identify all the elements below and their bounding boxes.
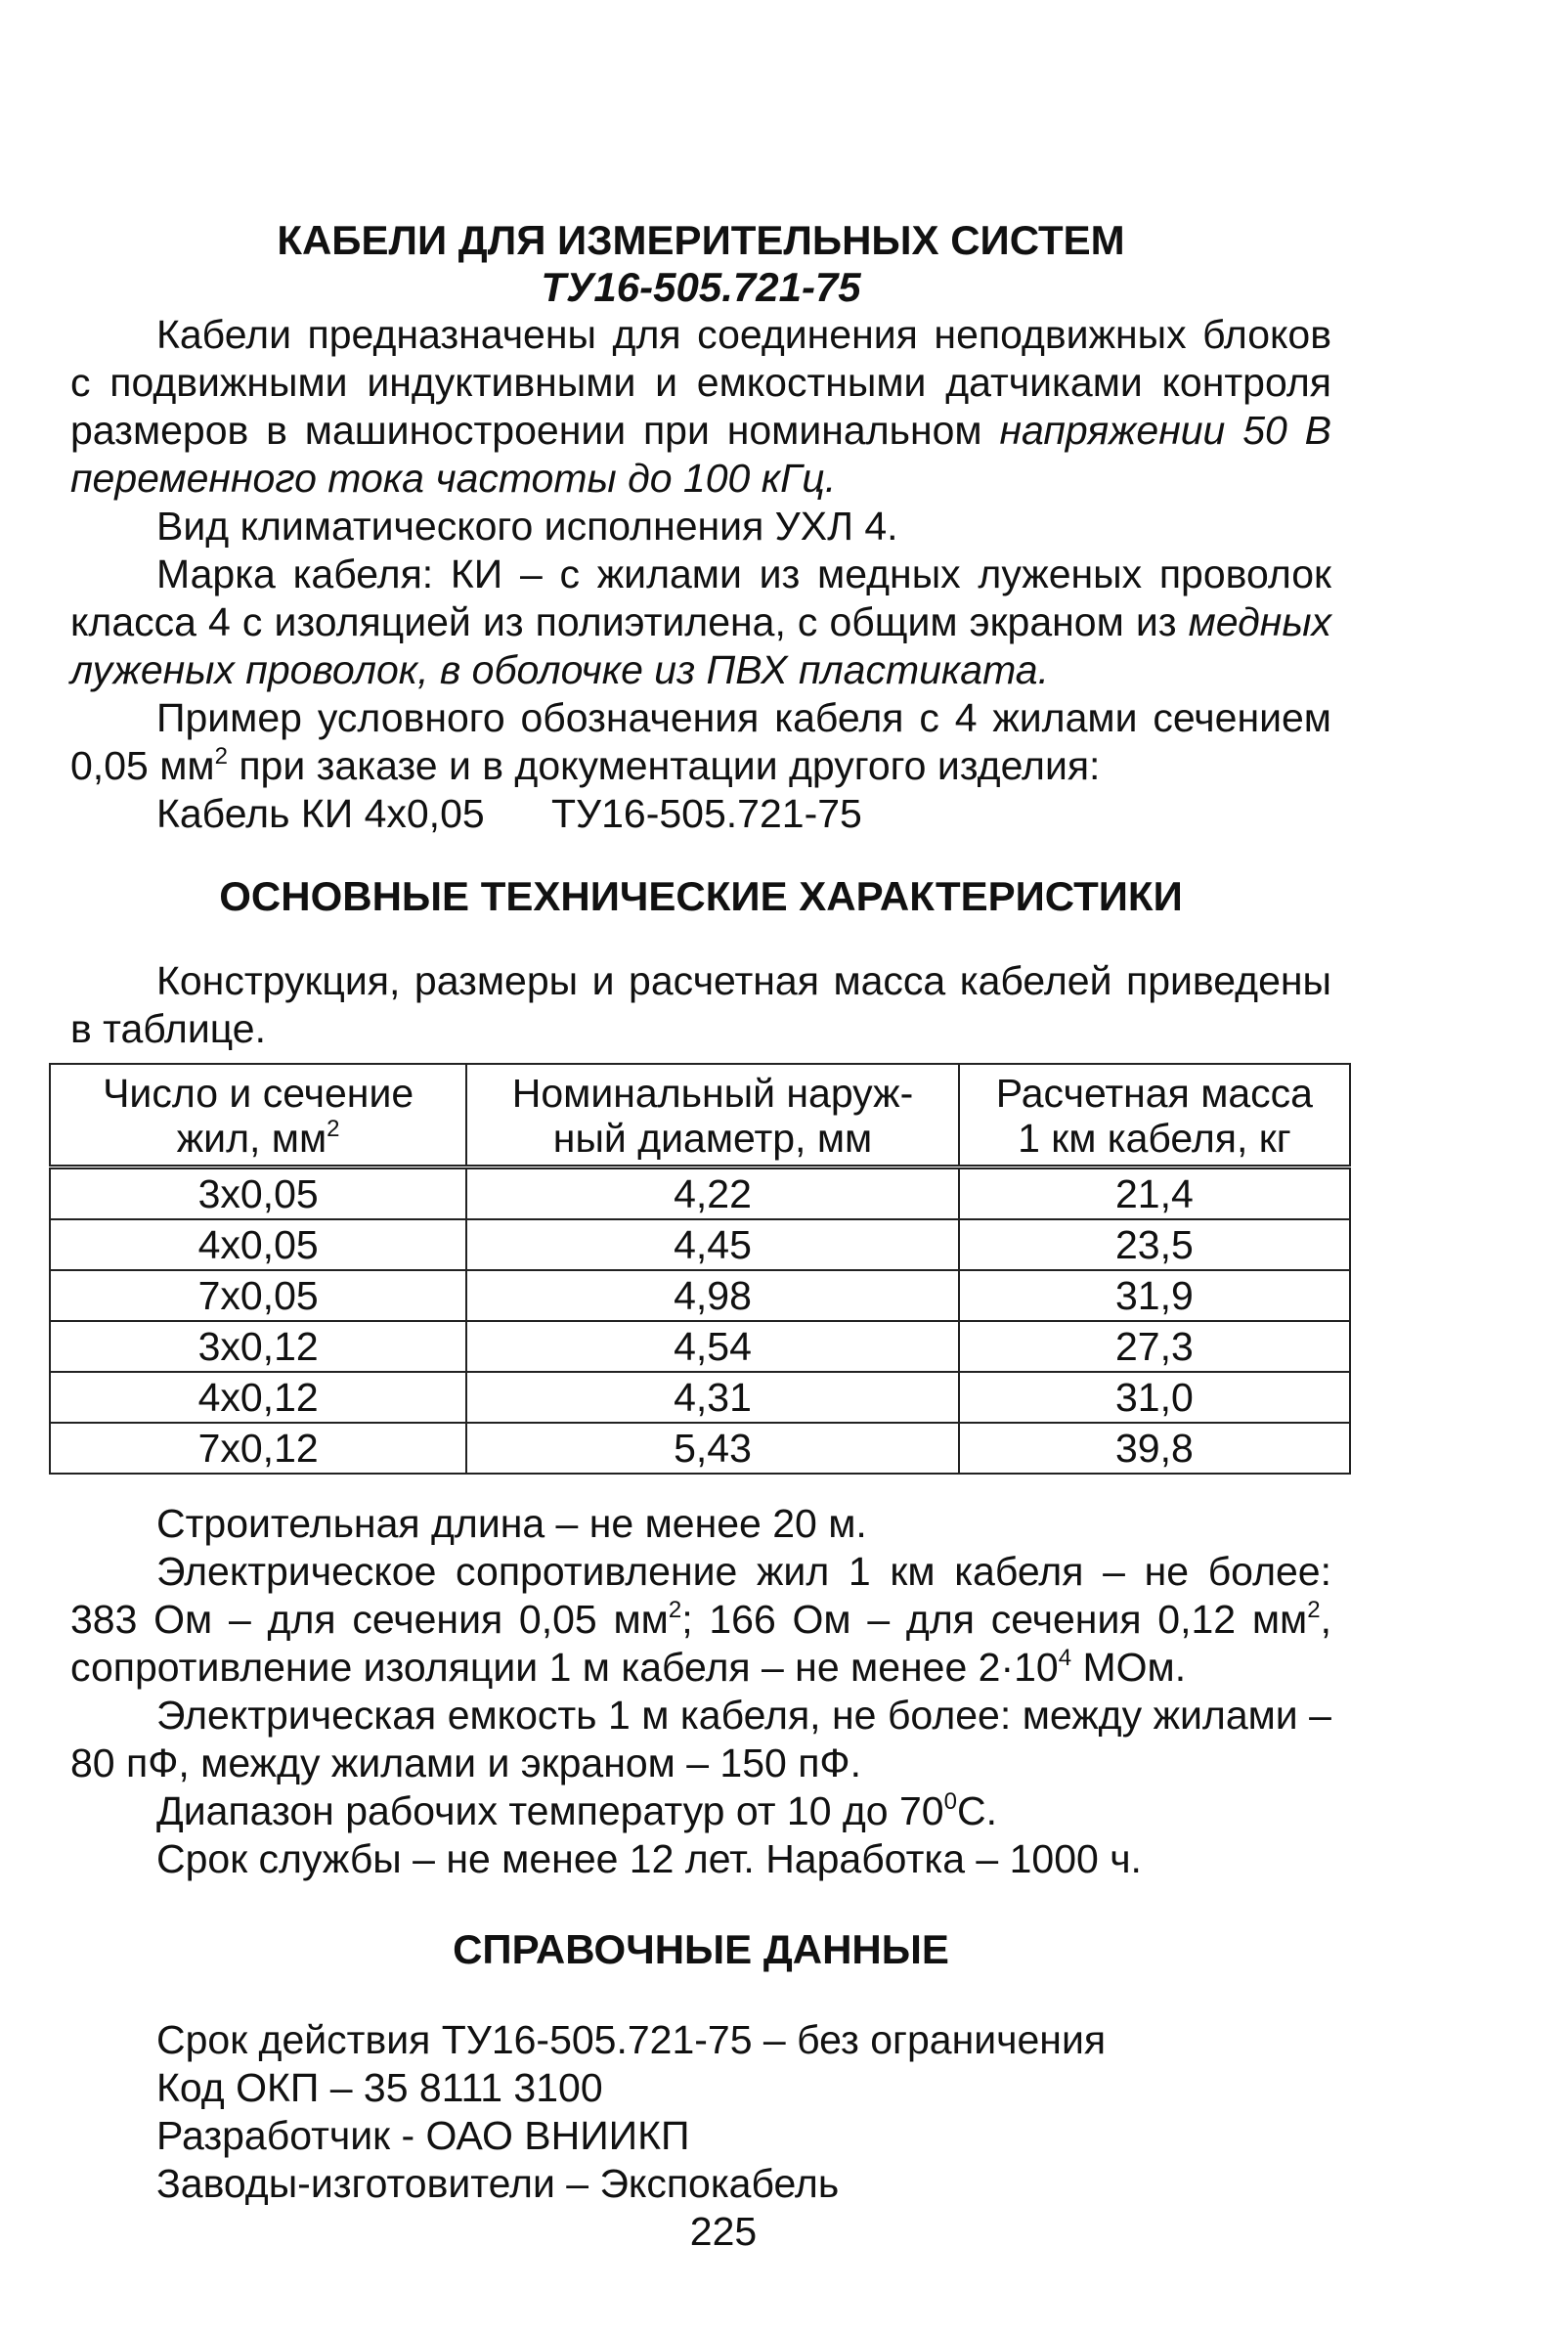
header-cell-line: Номинальный наруж- [511,1071,914,1116]
resistance-text-d: МОм. [1071,1645,1187,1690]
cell-diameter: 4,98 [466,1270,958,1321]
table-header-row [50,1064,1350,1168]
example-designation [70,790,1331,838]
table-row [50,1321,1350,1372]
header-cell-line: ный диаметр, мм [552,1116,873,1161]
cell-cores: 4х0,12 [50,1372,466,1423]
cell-mass: 39,8 [959,1423,1350,1474]
reference-line-developer: Разработчик - ОАО ВНИИКП [156,2113,690,2158]
header-cell-line: Число и сечение [103,1071,414,1116]
cell-diameter: 5,43 [466,1423,958,1474]
intro-paragraph-example [70,694,1331,790]
cell-cores: 3х0,12 [50,1321,466,1372]
header-cores-unit: жил, мм [176,1116,327,1161]
reference-line-okp-code: Код ОКП – 35 8111 3100 [156,2065,603,2110]
resistance-text-c: , сопротивление изоляции 1 м кабеля – не менее 2·10 [70,1597,1331,1690]
header-cell-line [59,1116,457,1161]
header-cores-section [50,1064,466,1168]
cell-mass: 23,5 [959,1219,1350,1270]
purpose-text: Кабели предназначены для соединения неподвижных блоков с подвижными индуктивными и емкостными датчиками контроля размеров в машиностроении при номинальном [70,312,1331,453]
intro-paragraph-purpose [70,311,1331,503]
spec-code: ТУ16-505.721-75 [541,264,861,310]
example-text-b: при заказе и в документации другого изделия: [227,743,1101,788]
section-title-tech: ОСНОВНЫЕ ТЕХНИЧЕСКИЕ ХАРАКТЕРИСТИКИ [219,873,1183,919]
service-life: Срок службы – не менее 12 лет. Наработка – 1000 ч. [156,1836,1142,1881]
intro-paragraph-climate: Вид климатического исполнения УХЛ 4. [156,504,898,549]
header-diameter [466,1064,958,1168]
reference-line-validity: Срок действия ТУ16-505.721-75 – без ограничения [156,2017,1107,2062]
example-superscript: 2 [214,743,228,770]
temperature-range [70,1787,1331,1835]
table-row [50,1270,1350,1321]
cell-cores: 3х0,05 [50,1168,466,1220]
cell-mass: 31,0 [959,1372,1350,1423]
resistance-superscript-1: 2 [668,1597,682,1623]
header-superscript: 2 [327,1116,340,1142]
cable-spec-table [49,1063,1351,1475]
brand-sheath-text: медных луженых проволок, в оболочке из ПВХ пластиката. [70,599,1331,692]
cell-cores: 7х0,05 [50,1270,466,1321]
page-content [70,217,1331,2256]
cell-mass: 21,4 [959,1168,1350,1220]
electrical-resistance [70,1548,1331,1692]
table-row [50,1423,1350,1474]
resistance-superscript-3: 4 [1058,1645,1072,1671]
table-row [50,1372,1350,1423]
table-intro: Конструкция, размеры и расчетная масса кабелей приведены в таблице. [70,958,1331,1051]
reference-line-manufacturers: Заводы-изготовители – Экспокабель [156,2161,840,2206]
cell-cores: 4х0,05 [50,1219,466,1270]
construction-length: Строительная длина – не менее 20 м. [156,1501,867,1546]
brand-text: Марка кабеля: КИ – с жилами из медных луженых проволок класса 4 с изоляцией из полиэтилена, с общим экраном из [70,551,1331,644]
electrical-capacitance: Электрическая емкость 1 м кабеля, не более: между жилами – 80 пФ, между жилами и экраном – 150 пФ. [70,1693,1331,1785]
header-cell-line: 1 км кабеля, кг [1018,1116,1291,1161]
temperature-text-b: С. [956,1788,997,1833]
document-title: КАБЕЛИ ДЛЯ ИЗМЕРИТЕЛЬНЫХ СИСТЕМ [277,217,1125,263]
header-cell-line: Расчетная масса [995,1071,1313,1116]
page-number: 225 [689,2209,758,2254]
header-mass [959,1064,1350,1168]
cell-diameter: 4,54 [466,1321,958,1372]
cell-mass: 31,9 [959,1270,1350,1321]
temperature-superscript: 0 [943,1788,957,1815]
resistance-text-b: ; 166 Ом – для сечения 0,12 мм [681,1597,1308,1642]
example-text-a: Пример условного обозначения кабеля с 4 жилами сечением 0,05 мм [70,695,1331,788]
purpose-voltage-text: напряжении 50 В переменного тока частоты до 100 кГц. [70,408,1331,501]
section-title-reference: СПРАВОЧНЫЕ ДАННЫЕ [453,1926,949,1972]
cell-diameter: 4,22 [466,1168,958,1220]
table-row [50,1168,1350,1220]
cell-mass: 27,3 [959,1321,1350,1372]
temperature-text-a: Диапазон рабочих температур от 10 до 70 [156,1788,944,1833]
cell-diameter: 4,31 [466,1372,958,1423]
designation-text: Кабель КИ 4х0,05 ТУ16-505.721-75 [156,791,862,836]
resistance-superscript-2: 2 [1307,1597,1321,1623]
cell-diameter: 4,45 [466,1219,958,1270]
intro-paragraph-brand [70,551,1331,694]
resistance-text-a: Электрическое сопротивление жил 1 км кабеля – не более: 383 Ом – для сечения 0,05 мм [70,1549,1331,1642]
table-row [50,1219,1350,1270]
cell-cores: 7х0,12 [50,1423,466,1474]
